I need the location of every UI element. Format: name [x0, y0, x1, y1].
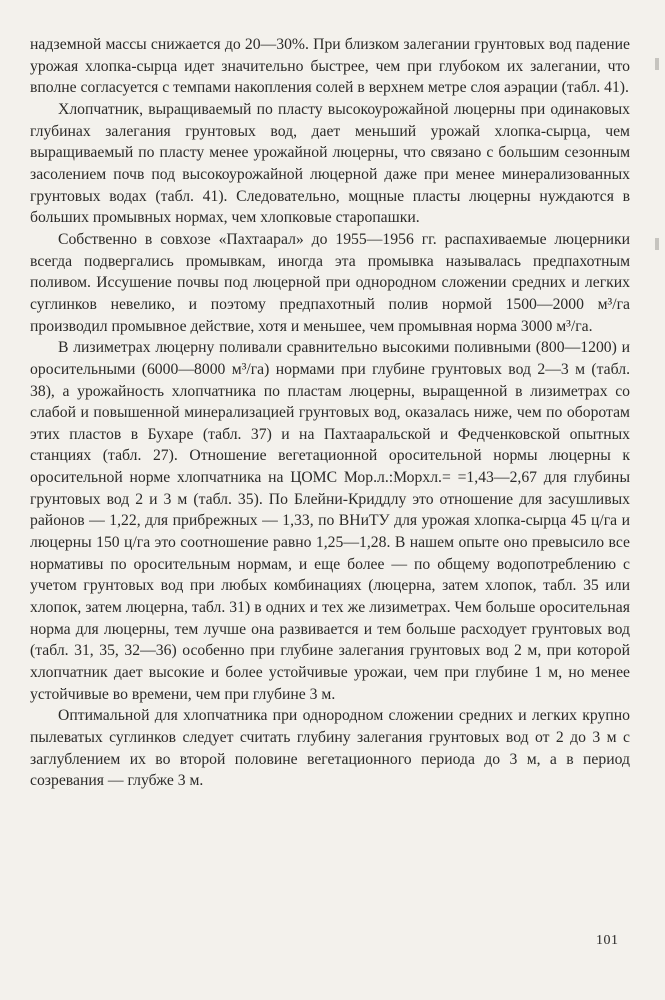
paragraph-4: В лизиметрах люцерну поливали сравнительно высокими поливными (800—1200) и оросительными (6000—8000 м³/га) нормами при глубине грунтовых вод 2—3 м (табл. 38), а урожайность хлопчатника по пластам люцерны, выращенной в лизиметрах со слабой и повышенной минерализацией грунтовых вод, оказалась ниже, чем по оборотам этих пластов в Бухаре (табл. 37) и на Пахтааральской и Федченковской опытных станциях (табл. 27). Отношение вегетационной оросительной нормы люцерны к оросительной норме хлопчатника на ЦОМС Мор.л.:Морхл.= =1,43—2,67 для глубины грунтовых вод 2 и 3 м (табл. 35). По Блейни-Криддлу это отношение для засушливых районов — 1,22, для прибрежных — 1,33, по ВНиТУ для урожая хлопка-сырца 45 ц/га и люцерны 150 ц/га это соотношение равно 1,25—1,28. В нашем опыте оно превысило все нормативы по оросительным нормам, и еще более — по общему водопотреблению с учетом грунтовых вод при любых комбинациях (люцерна, затем хлопок, табл. 35 или хлопок, затем люцерна, табл. 31) в одних и тех же лизиметрах. Чем больше оросительная норма для люцерны, тем лучше она развивается и тем больше расходует грунтовых вод (табл. 31, 35, 32—36) особенно при глубине залегания грунтовых вод 2 м, при которой хлопчатник дает высокие и более устойчивые урожаи, чем при глубине 1 м, но менее устойчивые во времени, чем при глубине 3 м.: [30, 339, 630, 703]
paragraph-1: надземной массы снижается до 20—30%. При близком залегании грунтовых вод падение урожая хлопка-сырца идет значительно быстрее, чем при глубоком их залегании, что вполне согласуется с темпами накопления солей в верхнем метре слоя аэрации (табл. 41).: [30, 36, 630, 97]
page-number: 101: [596, 933, 619, 948]
paragraph-3: Собственно в совхозе «Пахтаарал» до 1955—1956 гг. распахиваемые люцерники всегда подвергались промывкам, иногда эта промывка называлась предпахотным поливом. Иссушение почвы под люцерной при однородном сложении средних и легких суглинков невелико, и поэтому предпахотный полив нормой 1500—2000 м³/га производил промывное действие, хотя и меньшее, чем промывная норма 3000 м³/га.: [30, 230, 630, 335]
page-edge-shadow: [655, 238, 659, 250]
page-edge-shadow: [655, 58, 659, 70]
paragraph-5: Оптимальной для хлопчатника при однородном сложении средних и легких крупно пылеватых суглинков следует считать глубину залегания грунтовых вод от 2 до 3 м с заглублением их во второй половине вегетационного периода до 3 м, а в период созревания — глубже 3 м.: [30, 707, 630, 790]
paragraph-2: Хлопчатник, выращиваемый по пласту высокоурожайной люцерны при одинаковых глубинах залегания грунтовых вод, дает меньший урожай хлопка-сырца, чем выращиваемый по пласту менее урожайной люцерны, что связано с большим сезонным засолением почв под высокоурожайной люцерной даже при менее минерализованных грунтовых водах (табл. 41). Следовательно, мощные пласты люцерны нуждаются в больших промывных нормах, чем хлопковые старопашки.: [30, 100, 630, 227]
body-text: [30, 34, 630, 792]
